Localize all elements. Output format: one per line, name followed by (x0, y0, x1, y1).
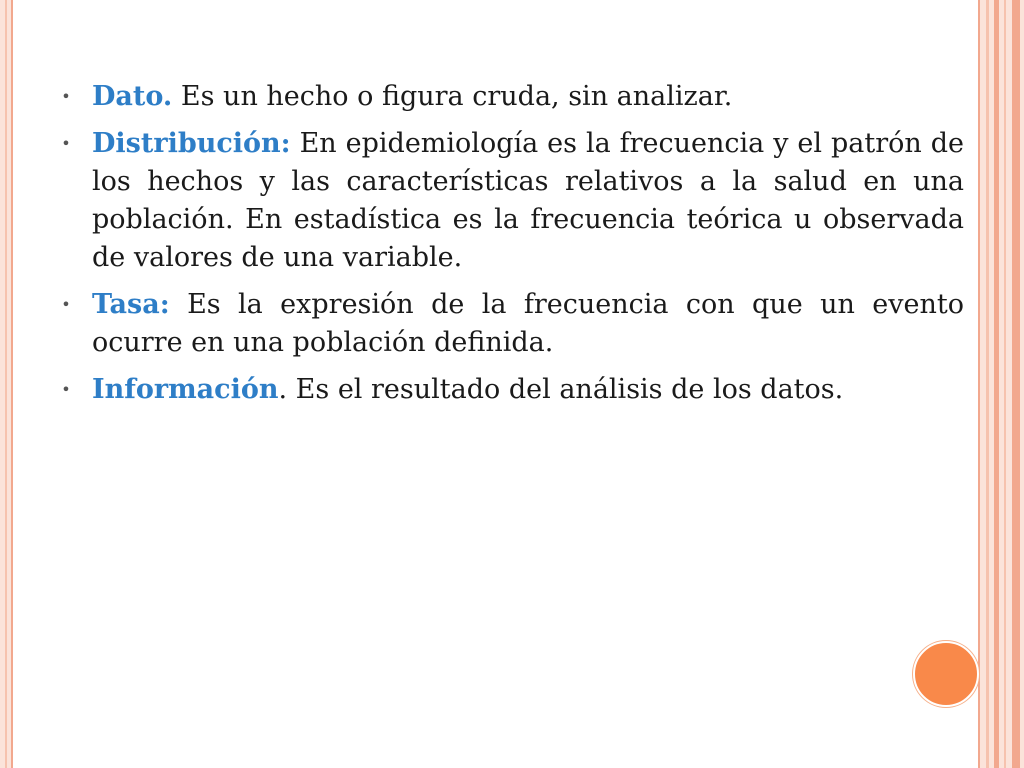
term-label: Tasa: (92, 289, 170, 320)
decorative-circle (913, 641, 979, 707)
definition-text: Es la expresión de la frecuencia con que un evento ocurre en una población definida. (92, 289, 964, 358)
term-label: Distribución: (92, 128, 291, 159)
left-frame-stripe (5, 0, 7, 768)
term-label: Información (92, 374, 279, 405)
list-item (56, 371, 964, 409)
bullet-icon: • (61, 380, 71, 399)
definition-list (56, 78, 964, 409)
left-frame-decoration (0, 0, 13, 768)
bullet-icon: • (61, 295, 71, 314)
right-frame-stripe (978, 0, 980, 768)
right-frame-stripe (986, 0, 989, 768)
list-item (56, 125, 964, 277)
bullet-icon: • (61, 134, 71, 153)
definition-text: Es un hecho o figura cruda, sin analizar. (172, 81, 733, 112)
definition-text: . Es el resultado del análisis de los datos. (278, 374, 844, 405)
right-frame-stripe (994, 0, 999, 768)
bullet-icon: • (61, 87, 71, 106)
right-frame-stripe (1004, 0, 1006, 768)
list-item (56, 78, 964, 116)
slide-body (56, 78, 964, 418)
list-item (56, 286, 964, 362)
right-frame-decoration (978, 0, 1024, 768)
right-frame-stripe (1012, 0, 1020, 768)
term-label: Dato. (92, 81, 173, 112)
definition-text: En epidemiología es la frecuencia y el patrón de los hechos y las características relativos a la salud en una población. En estadística es la frecuencia teórica u observada de valores de una variable. (92, 128, 964, 273)
